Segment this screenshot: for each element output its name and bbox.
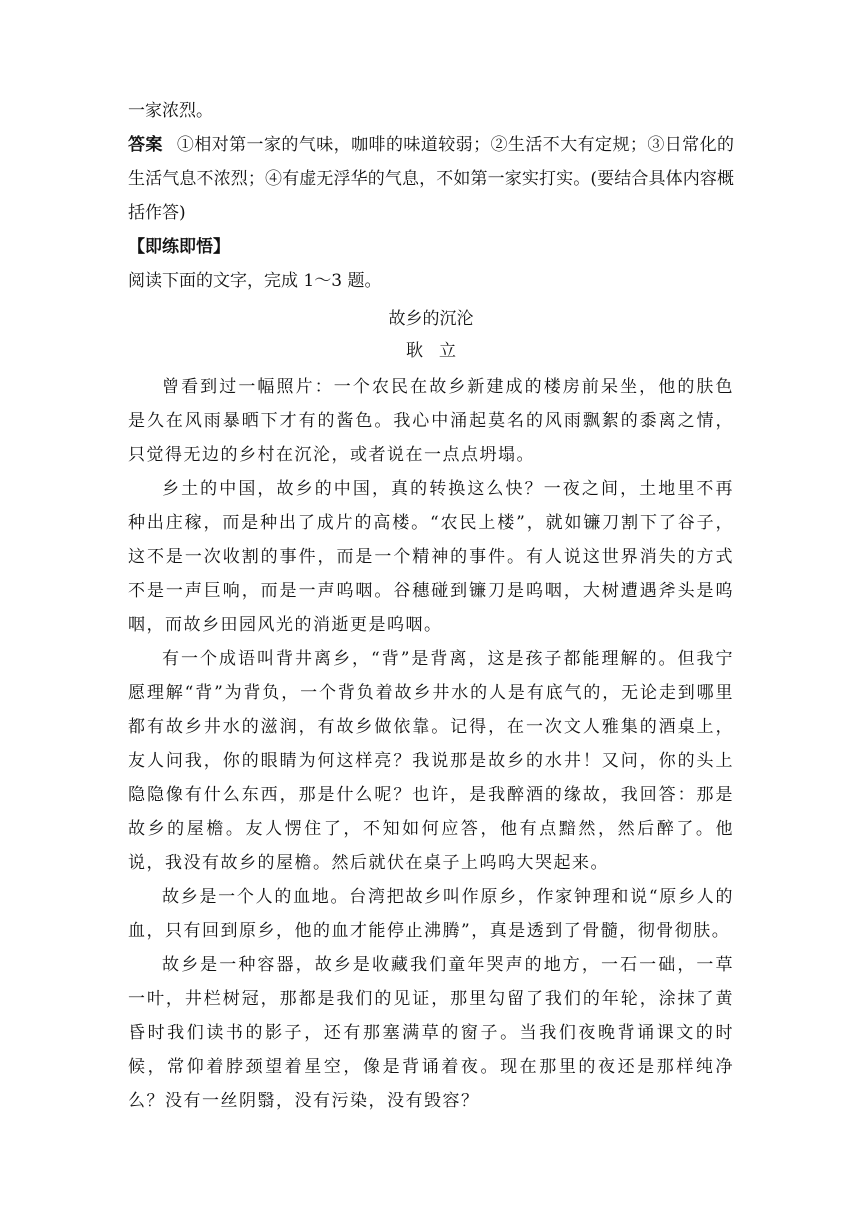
article-author: 耿立	[406, 341, 472, 361]
article-title: 故乡的沉沦	[388, 309, 474, 329]
answer-text: ①相对第一家的气味，咖啡的味道较弱；②生活不大有定规；③日常化的生活气息不浓烈；④有虚无浮华的气息，不如第一家实打实。(要结合具体内容概括作答)	[128, 135, 735, 223]
article-paragraph: 乡土的中国，故乡的中国，真的转换这么快？一夜之间，土地里不再种出庄稼，而是种出了成片的高楼。“农民上楼”，就如镰刀割下了谷子，这不是一次收割的事件，而是一个精神的事件。有人说这世界消失的方式不是一声巨响，而是一声呜咽。谷穗碰到镰刀是呜咽，大树遭遇斧头是呜咽，而故乡田园风光的消逝更是呜咽。	[128, 479, 734, 635]
answer-block	[128, 128, 734, 230]
article-paragraph: 有一个成语叫背井离乡，“背”是背离，这是孩子都能理解的。但我宁愿理解“背”为背负，一个背负着故乡井水的人是有底气的，无论走到哪里都有故乡井水的滋润，有故乡做依靠。记得，在一次文人雅集的酒桌上，友人问我，你的眼睛为何这样亮？我说那是故乡的水井！又问，你的头上隐隐像有什么东西，那是什么呢？也许，是我醉酒的缘故，我回答：那是故乡的屋檐。友人愣住了，不知如何应答，他有点黯然，然后醉了。他说，我没有故乡的屋檐。然后就伏在桌子上呜呜大哭起来。	[128, 649, 734, 873]
answer-label: 答案	[128, 135, 163, 155]
article-paragraph: 曾看到过一幅照片：一个农民在故乡新建成的楼房前呆坐，他的肤色是久在风雨暴晒下才有的酱色。我心中涌起莫名的风雨飘絮的黍离之情，只觉得无边的乡村在沉沦，或者说在一点点坍塌。	[128, 377, 734, 465]
exercise-heading: 【即练即悟】	[128, 237, 230, 257]
article-paragraph: 故乡是一个人的血地。台湾把故乡叫作原乡，作家钟理和说“原乡人的血，只有回到原乡，他的血才能停止沸腾”，真是透到了骨髓，彻骨彻肤。	[128, 887, 734, 941]
exercise-instruction: 阅读下面的文字，完成 1～3 题。	[128, 271, 382, 291]
article-paragraph: 故乡是一种容器，故乡是收藏我们童年哭声的地方，一石一础，一草一叶，井栏树冠，那都是我们的见证，那里勾留了我们的年轮，涂抹了黄昏时我们读书的影子，还有那塞满草的窗子。当我们夜晚背诵课文的时候，常仰着脖颈望着星空，像是背诵着夜。现在那里的夜还是那样纯净么？没有一丝阴翳，没有污染，没有毁容？	[128, 955, 734, 1111]
continued-text: 一家浓烈。	[128, 101, 213, 121]
document-page	[128, 94, 734, 1118]
